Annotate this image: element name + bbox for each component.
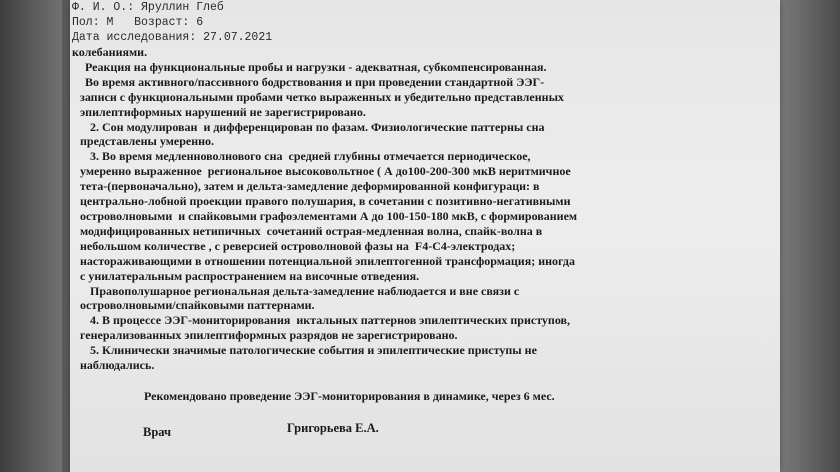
text-line: настораживающими в отношении потенциальной эпилептогенной трансформация; иногда	[80, 253, 575, 268]
text-line: эпилептиформных нарушений не зарегистрировано.	[80, 104, 366, 119]
text-line: с унилатеральным распространением на височные отведения.	[80, 268, 420, 283]
text-line: островолновыми и спайковыми графоэлементами А до 100-150-180 мкВ, с формированием	[80, 208, 578, 223]
desk-background-right	[776, 0, 840, 472]
text-line: умеренно выраженное региональное высоковольтное ( А до100-200-300 мкВ неритмичное	[80, 164, 571, 179]
patient-header	[72, 0, 272, 45]
patient-name-line: Ф. И. О.: Яруллин Глеб	[72, 1, 224, 14]
text-line: наблюдались.	[80, 358, 155, 373]
text-line: записи с функциональными пробами четко выраженных и убедительно представленных	[80, 89, 564, 104]
text-line: представлены умеренно.	[80, 134, 215, 149]
text-line: 5. Клинически значимые патологические события и эпилептические приступы не	[90, 343, 537, 358]
recommendation-text: Рекомендовано проведение ЭЭГ-мониторирования в динамике, через 6 мес.	[144, 389, 555, 403]
doctor-name: Григорьева Е.А.	[287, 421, 379, 435]
conclusion-text	[72, 45, 702, 373]
text-line: 2. Сон модулирован и дифференцирован по фазам. Физиологические паттерны сна	[90, 119, 545, 134]
study-date-line: Дата исследования: 27.07.2021	[72, 31, 273, 44]
text-line: 3. Во время медленноволнового сна средней глубины отмечается периодическое,	[90, 149, 531, 164]
text-line: Реакция на функциональные пробы и нагрузки - адекватная, субкомпенсированная.	[85, 59, 547, 74]
text-line: небольшом количестве , с реверсией островолновой фазы на F4-C4-электродах;	[80, 238, 516, 253]
text-line: островолновыми/спайковыми паттернами.	[80, 298, 315, 313]
text-line: центрально-лобной проекции правого полушария, в сочетании с позитивно-негативными	[80, 194, 571, 209]
text-line: модифицированных нетипичных сочетаний острая-медленная волна, спайк-волна в	[80, 223, 543, 238]
doctor-role-label: Врач	[143, 425, 172, 439]
text-line: Правополушарное региональная дельта-замедление наблюдается и вне связи с	[90, 283, 520, 298]
text-line: тета-(первоначально), затем и дельта-замедление деформированной конфигураци: в	[80, 179, 540, 194]
text-line: генерализованных эпилептиформных разрядов не зарегистрировано.	[80, 328, 458, 343]
patient-sex-age-line: Пол: М Возраст: 6	[72, 16, 204, 29]
text-line: колебаниями.	[72, 45, 148, 59]
text-line: Во время активного/пассивного бодрствования и при проведении стандартной ЭЭГ-	[85, 74, 545, 89]
desk-background-left	[0, 0, 62, 472]
text-line: 4. В процессе ЭЭГ-мониторирования иктальных паттернов эпилептических приступов,	[90, 313, 571, 328]
